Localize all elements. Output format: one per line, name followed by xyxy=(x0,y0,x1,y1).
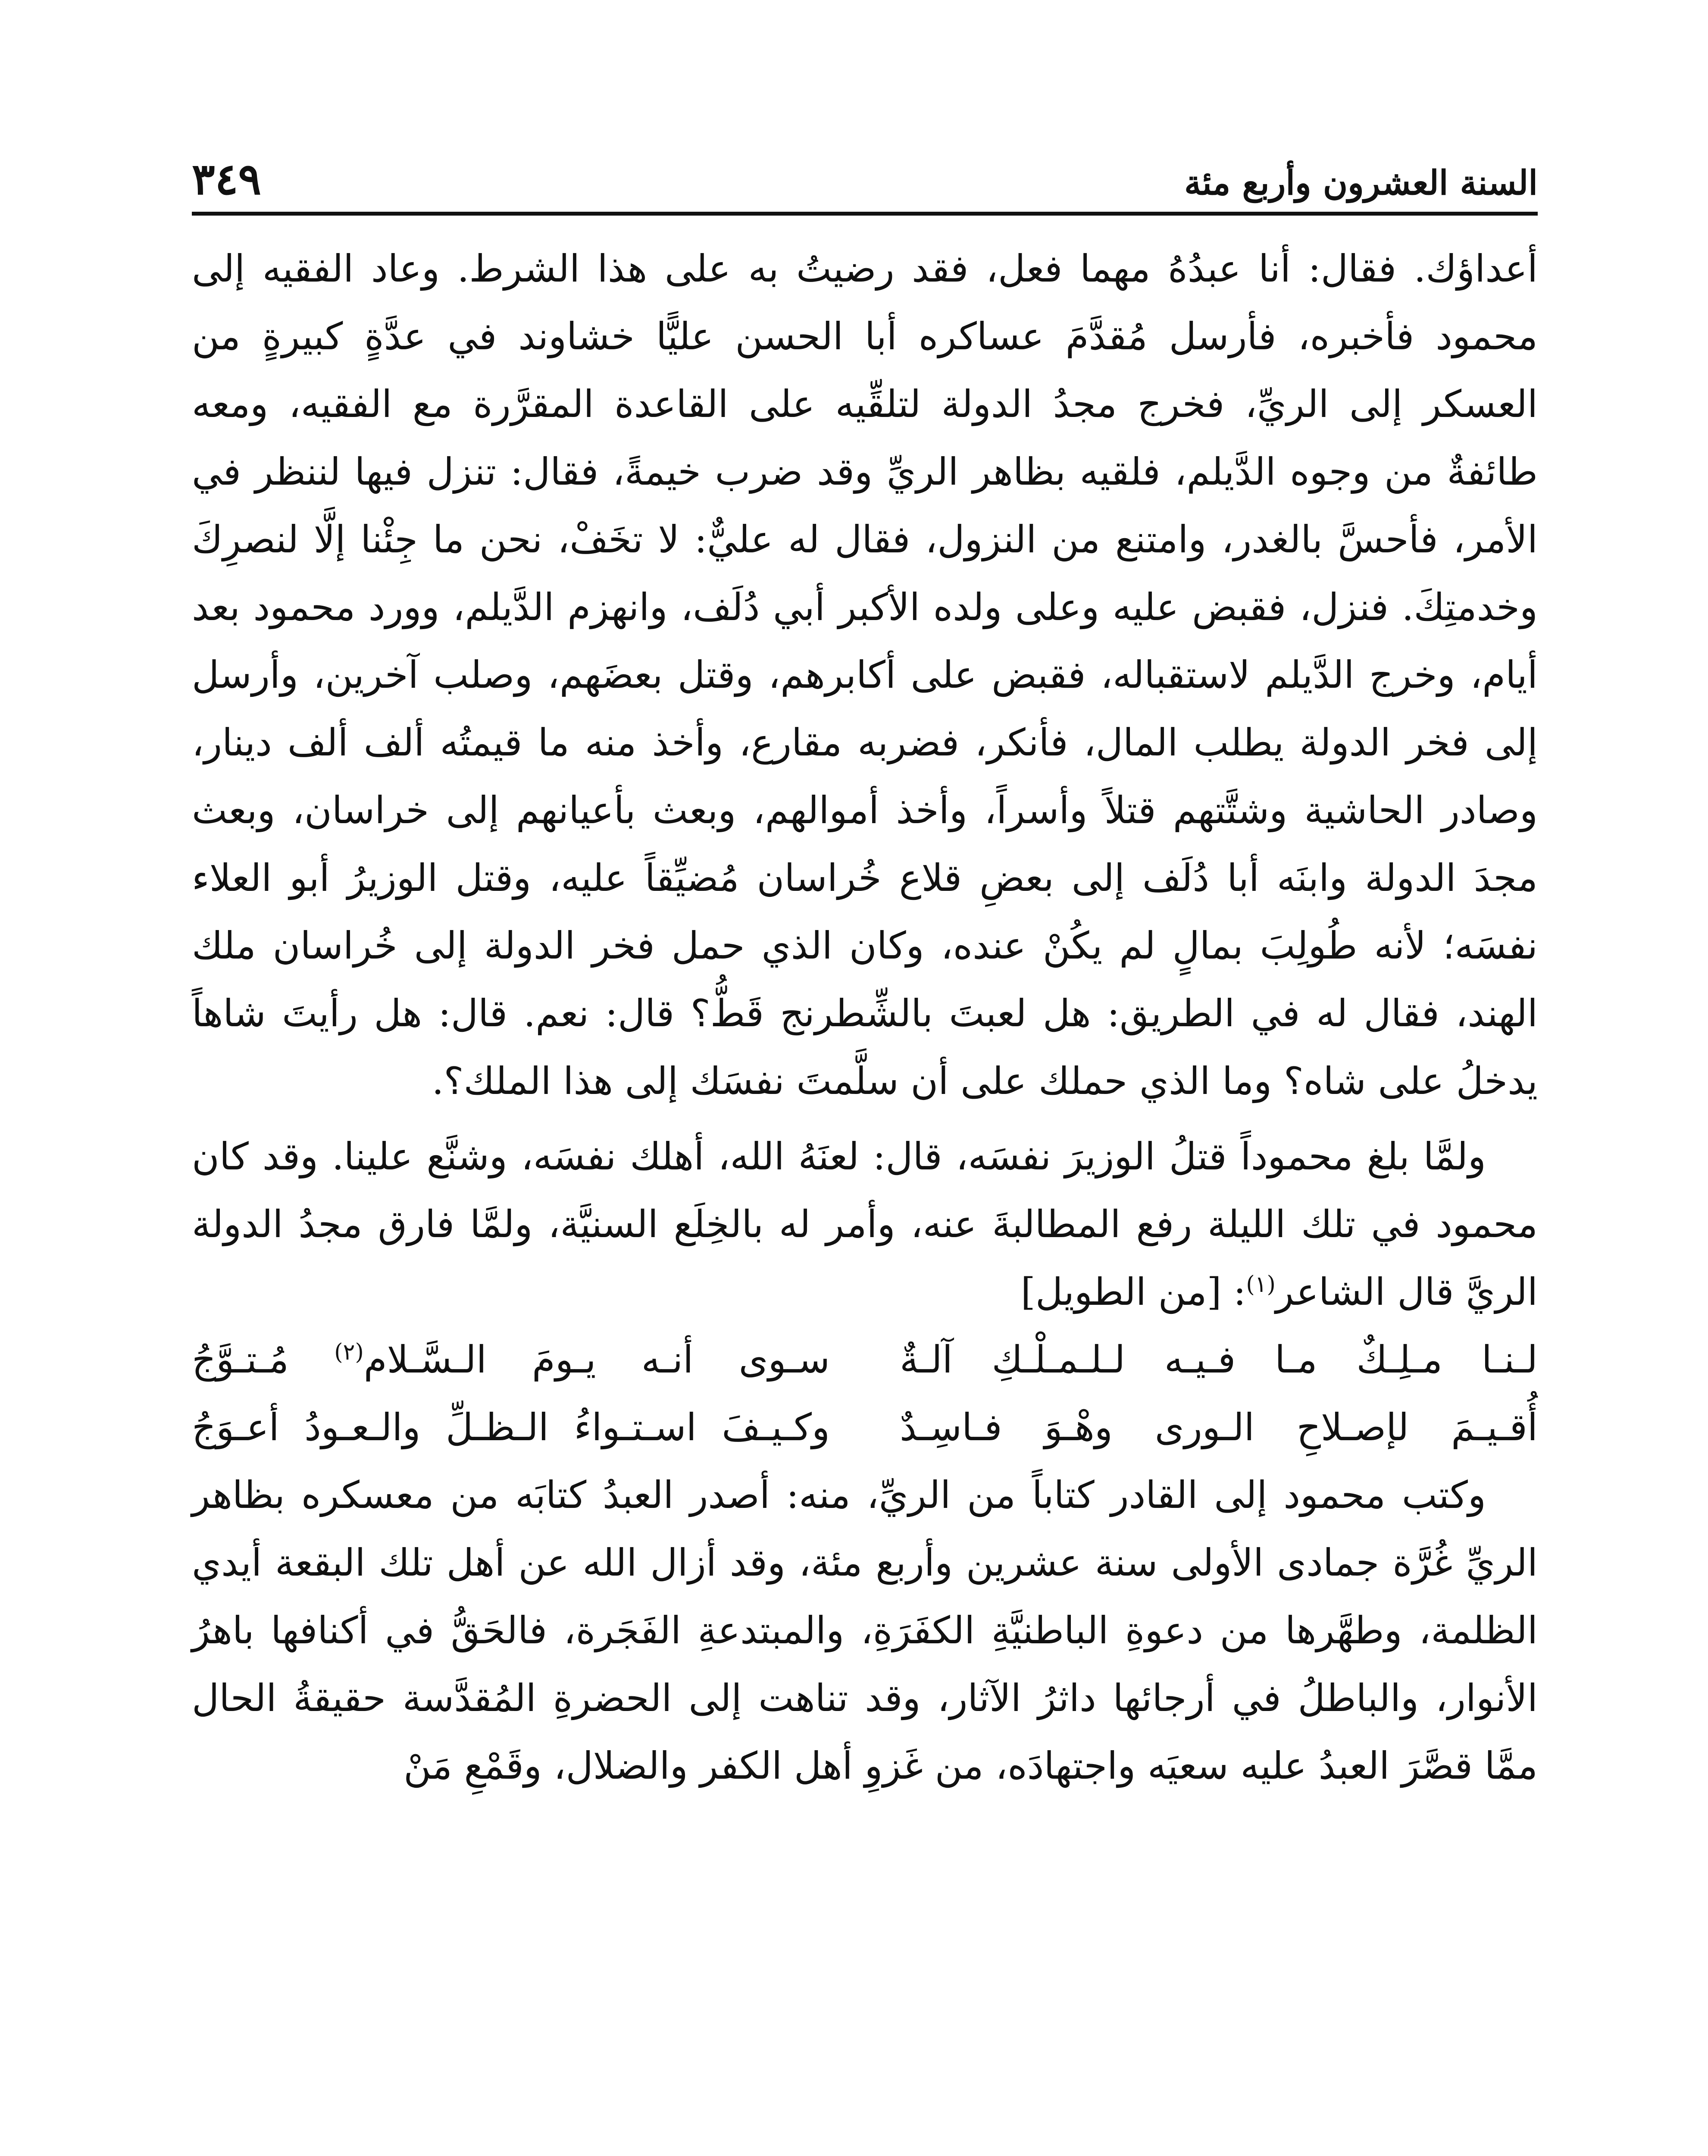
verse-second-hemistich: وكـيـفَ اسـتـواءُ الـظـلِّ والـعـودُ أعـوَجُ xyxy=(192,1405,830,1449)
paragraph: وكتب محمود إلى القادر كتاباً من الريِّ، منه: أصدر العبدُ كتابَه من معسكره بظاهر الريِّ غُرَّة جمادى الأولى سنة عشرين وأربع مئة، وقد أزال الله عن أهل تلك البقعة أيدي الظلمة، وطهَّرها من دعوةِ الباطنيَّةِ الكفَرَةِ، والمبتدعةِ الفَجَرة، فالحَقُّ في أكنافها باهرُ الأنوار، والباطلُ في أرجائها داثرُ الآثار، وقد تناهت إلى الحضرةِ المُقدَّسة حقيقةُ الحال ممَّا قصَّرَ العبدُ عليه سعيَه واجتهادَه، من غَزوِ أهل الكفر والضلال، وقَمْعِ مَنْ xyxy=(192,1473,1538,1788)
verse-text: مُـتـوَّجُ xyxy=(192,1338,289,1382)
verse-second-hemistich xyxy=(192,1326,830,1394)
verse-first-hemistich: لـنـا مـلِـكٌ مـا فـيـه لـلـمـلْـكِ آلـةٌ xyxy=(900,1338,1538,1382)
paragraph-text: : [من الطويل] xyxy=(1020,1270,1246,1314)
paragraph-text: ولمَّا بلغ محموداً قتلُ الوزيرَ نفسَه، قال: لعنَهُ الله، أهلك نفسَه، وشنَّع علينا. وقد كان محمود في تلك الليلة رفع المطالبةَ عنه، وأمر له بالخِلَع السنيَّة، ولمَّا فارق مجدُ الدولة الريَّ قال الشاعر xyxy=(192,1134,1538,1314)
main-text xyxy=(192,235,1538,1800)
footnote-reference: (٢) xyxy=(334,1339,364,1365)
page-number: ٣٤٩ xyxy=(192,154,262,204)
paragraph xyxy=(192,1123,1538,1326)
verse-text: سـوى أنـه يـومَ الـسَّـلام xyxy=(363,1338,830,1382)
page-header xyxy=(192,142,1538,216)
header-rule xyxy=(192,212,1538,216)
footnote-reference: (١) xyxy=(1246,1272,1276,1297)
paragraph: أعداؤك. فقال: أنا عبدُهُ مهما فعل، فقد رضيتُ به على هذا الشرط. وعاد الفقيه إلى محمود فأخبره، فأرسل مُقدَّمَ عساكره أبا الحسن عليًّا خشاوند في عدَّةٍ كبيرةٍ من العسكر إلى الريِّ، فخرج مجدُ الدولة لتلقِّيه على القاعدة المقرَّرة مع الفقيه، ومعه طائفةٌ من وجوه الدَّيلم، فلقيه بظاهر الريِّ وقد ضرب خيمةً، فقال: تنزل فيها لننظر في الأمر، فأحسَّ بالغدر، وامتنع من النزول، فقال له عليٌّ: لا تخَفْ، نحن ما جِئْنا إلَّا لنصرِكَ وخدمتِكَ. فنزل، فقبض عليه وعلى ولده الأكبر أبي دُلَف، وانهزم الدَّيلم، وورد محمود بعد أيام، وخرج الدَّيلم لاستقباله، فقبض على أكابرهم، وقتل بعضَهم، وصلب آخرين، وأرسل إلى فخر الدولة يطلب المال، فأنكر، فضربه مقارع، وأخذ منه ما قيمتُه ألف ألف دينار، وصادر الحاشية وشتَّتهم قتلاً وأسراً، وأخذ أموالهم، وبعث بأعيانهم إلى خراسان، وبعث مجدَ الدولة وابنَه أبا دُلَف إلى بعضِ قلاع خُراسان مُضيِّقاً عليه، وقتل الوزيرُ أبو العلاء نفسَه؛ لأنه طُولِبَ بمالٍ لم يكُنْ عنده، وكان الذي حمل فخر الدولة إلى خُراسان ملك الهند، فقال له في الطريق: هل لعبتَ بالشِّطرنج قَطُّ؟ قال: نعم. قال: هل رأيتَ شاهاً يدخلُ على شاه؟ وما الذي حملك على أن سلَّمتَ نفسَك إلى هذا الملك؟. xyxy=(192,247,1538,1103)
verse-line xyxy=(192,1326,1538,1394)
verse-line xyxy=(192,1394,1538,1461)
paragraph-gap xyxy=(192,1115,1538,1123)
running-title: السنة العشرون وأربع مئة xyxy=(1184,163,1538,203)
verse-first-hemistich: أُقـيـمَ لإصـلاحِ الـورى وهْـوَ فـاسِـدٌ xyxy=(900,1405,1538,1449)
